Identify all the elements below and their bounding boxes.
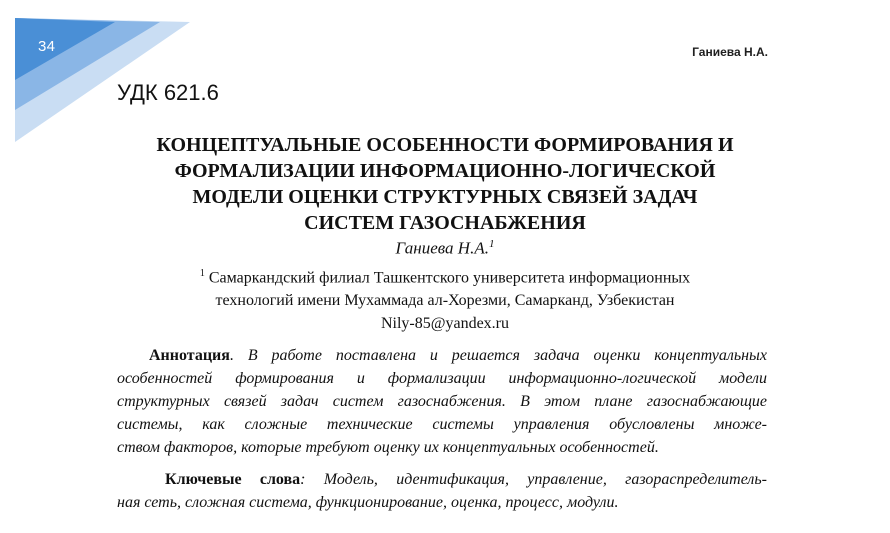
author-line — [100, 238, 790, 259]
corner-decoration — [0, 0, 200, 150]
abstract-line: ством факторов, которые требуют оценку их концептуальных особенностей. — [117, 439, 659, 456]
author-affiliation-mark: 1 — [488, 238, 495, 250]
keywords-line: ная сеть, сложная система, функционирование, оценка, процесс, модули. — [117, 494, 619, 511]
author-email: Nily-85@yandex.ru — [380, 315, 510, 333]
abstract-line: системы, как сложные технические системы управления обусловлены множе- — [117, 416, 767, 433]
affiliation-line — [100, 262, 790, 289]
author-name: Ганиева Н.А. — [395, 238, 489, 258]
abstract-line: особенностей формирования и формализации информационно-логической модели — [117, 370, 767, 387]
abstract-text: . В работе поставлена и решается задача оценки концептуальных — [229, 347, 767, 364]
abstract-line: структурных связей задач систем газоснабжения. В этом плане газоснабжающие — [117, 393, 767, 410]
running-header-author: Ганиева Н.А. — [692, 45, 768, 59]
abstract — [117, 344, 767, 459]
page-number: 34 — [38, 38, 56, 55]
affiliation-block — [100, 262, 790, 335]
udk-code: УДК 621.6 — [117, 80, 219, 105]
affiliation-mark: 1 — [199, 268, 205, 279]
keywords-text: : Модель, идентификация, управление, газораспределитель- — [300, 471, 768, 488]
title-line: КОНЦЕПТУАЛЬНЫЕ ОСОБЕННОСТИ ФОРМИРОВАНИЯ И — [156, 134, 734, 156]
keywords-label: Ключевые слова — [165, 471, 301, 488]
abstract-label: Аннотация — [149, 347, 230, 364]
keywords — [117, 468, 767, 514]
title-line: ФОРМАЛИЗАЦИИ ИНФОРМАЦИОННО-ЛОГИЧЕСКОЙ — [174, 160, 716, 182]
affiliation-line: технологий имени Мухаммада ал-Хорезми, Самарканд, Узбекистан — [215, 292, 675, 310]
keywords-line — [117, 468, 767, 491]
title-line: МОДЕЛИ ОЦЕНКИ СТРУКТУРНЫХ СВЯЗЕЙ ЗАДАЧ — [192, 186, 698, 208]
abstract-line — [117, 344, 767, 367]
title-line: СИСТЕМ ГАЗОСНАБЖЕНИЯ — [304, 212, 586, 234]
affiliation-text: Самаркандский филиал Ташкентского университета информационных — [208, 269, 691, 287]
paper-title — [100, 132, 790, 236]
